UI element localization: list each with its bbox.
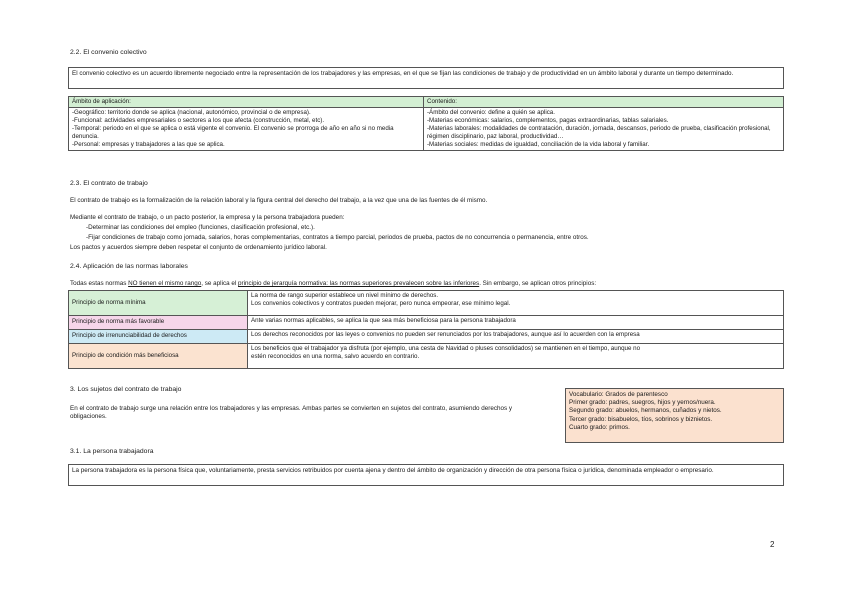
- normas-intro-text: . Sin embargo, se aplican otros principios:: [479, 280, 597, 287]
- convenio-definition-box: [68, 67, 784, 89]
- normas-intro-text: , se aplica el: [201, 280, 239, 287]
- contrato-para-1: El contrato de trabajo es la formalización de la relación laboral y la figura central del derecho del trabajo, a la vez que una de las fuentes de él mismo.: [70, 197, 488, 204]
- principle-desc-line: La norma de rango superior establece un nivel mínimo de derechos.: [251, 292, 439, 299]
- contrato-bullet-1: -Determinar las condiciones del empleo (funciones, clasificación profesional, etc.).: [86, 224, 315, 231]
- ambito-content: [69, 108, 424, 151]
- vocab-line: Segundo grado: abuelos, hermanos, cuñados y nietos.: [569, 407, 722, 415]
- contrato-bullet-2: -Fijar condiciones de trabajo como jornada, salarios, horas complementarias, contratos a tiempo parcial, periodos de prueba, pactos de no concurrencia o permanencia, entre otros.: [86, 234, 589, 241]
- contenido-line: -Materias económicas: salarios, complementos, pagas extraordinarias, tablas salariales.: [427, 117, 669, 125]
- ambito-line: -Temporal: periodo en el que se aplica o está vigente el convenio. El convenio se prorroga de año en año si no media denuncia.: [72, 125, 394, 141]
- principle-desc-line: Los convenios colectivos y contratos pueden mejorar, pero nunca empeorar, ese mínimo legal.: [251, 300, 511, 308]
- normas-intro-text: Todas estas normas: [70, 280, 129, 287]
- contenido-line: -Materias laborales: modalidades de contratación, duración, jornada, descansos, periodo de prueba, clasificación profesional, régimen disciplinario, paz laboral, productividad…: [427, 125, 771, 141]
- trabajadora-definition: La persona trabajadora es la persona física que, voluntariamente, presta servicios retribuidos por cuenta ajena y dentro del ámbito de organización y dirección de otra persona física o jurídica, denominada empleador o empresario.: [72, 467, 714, 474]
- principle-desc: [248, 291, 784, 316]
- vocab-box: [565, 388, 784, 443]
- vocab-line: Cuarto grado: primos.: [569, 423, 630, 431]
- contenido-content: [424, 108, 784, 151]
- principle-desc-line: estén reconocidos en una norma, salvo acuerdo en contrario.: [251, 353, 420, 361]
- contenido-header: Contenido:: [424, 97, 784, 108]
- vocab-title: Vocabulario: Grados de parentesco: [569, 391, 668, 398]
- convenio-table: [68, 96, 784, 151]
- principle-name: Principio de norma mínima: [69, 291, 248, 316]
- section-heading-2-2: 2.2. El convenio colectivo: [70, 49, 147, 56]
- page-number: 2: [770, 540, 775, 549]
- section-heading-2-3: 2.3. El contrato de trabajo: [70, 180, 148, 187]
- principle-name: Principio de irrenunciabilidad de derechos: [69, 330, 248, 344]
- principle-desc: [248, 316, 784, 330]
- ambito-line: -Funcional: actividades empresariales o sectores a los que afecta (construcción, metal, etc).: [72, 117, 325, 125]
- trabajadora-definition-box: [68, 464, 784, 486]
- principle-desc-line: Los beneficios que el trabajador ya disfruta (por ejemplo, una cesta de Navidad o pluses consolidados) se mantienen en el tiempo, aunque no: [251, 345, 641, 352]
- normas-intro: [70, 280, 786, 288]
- contrato-para-3: Los pactos y acuerdos siempre deben respetar el conjunto de ordenamiento jurídico laboral.: [70, 244, 327, 251]
- normas-intro-underline: principio de jerarquía normativa: las normas superiores prevalecen sobre las inferiores: [238, 280, 480, 287]
- section-heading-3-1: 3.1. La persona trabajadora: [70, 448, 154, 455]
- section-heading-3: 3. Los sujetos del contrato de trabajo: [70, 386, 182, 393]
- principles-table: [68, 290, 784, 369]
- principle-name: Principio de norma más favorable: [69, 316, 248, 330]
- principle-desc: [248, 344, 784, 369]
- contenido-line: -Ámbito del convenio: define a quién se aplica.: [427, 109, 555, 117]
- contrato-para-2: Mediante el contrato de trabajo, o un pacto posterior, la empresa y la persona trabajadora pueden:: [70, 214, 345, 221]
- normas-intro-underline: NO tienen el mismo rango: [128, 280, 202, 287]
- principle-desc: [248, 330, 784, 344]
- principle-desc-line: Ante varias normas aplicables, se aplica la que sea más beneficiosa para la persona trabajadora: [251, 317, 516, 324]
- ambito-line: -Geográfico: territorio donde se aplica (nacional, autonómico, provincial o de empresa).: [72, 109, 311, 117]
- convenio-definition: El convenio colectivo es un acuerdo libremente negociado entre la representación de los trabajadores y las empresas, en el que se fijan las condiciones de trabajo y de productividad en un ámbito laboral y durante un tiempo determinado.: [72, 70, 734, 77]
- vocab-line: Primer grado: padres, suegros, hijos y yernos/nuera.: [569, 399, 716, 407]
- vocab-line: Tercer grado: bisabuelos, tíos, sobrinos y biznietos.: [569, 415, 713, 423]
- sujetos-para: En el contrato de trabajo surge una relación entre los trabajadores y las empresas. Ambas partes se convierten en sujetos del contrato, asumiendo derechos y obligaciones.: [70, 405, 513, 421]
- ambito-line: -Personal: empresas y trabajadores a las que se aplica.: [72, 141, 225, 149]
- principle-name: Principio de condición más beneficiosa: [69, 344, 248, 369]
- contenido-line: -Materias sociales: medidas de igualdad, conciliación de la vida laboral y familiar.: [427, 141, 650, 149]
- ambito-header: Ámbito de aplicación:: [69, 97, 424, 108]
- section-heading-2-4: 2.4. Aplicación de las normas laborales: [70, 263, 188, 270]
- principle-desc-line: Los derechos reconocidos por las leyes o convenios no pueden ser renunciados por los trabajadores, aunque así lo acuerden con la empresa: [251, 331, 640, 338]
